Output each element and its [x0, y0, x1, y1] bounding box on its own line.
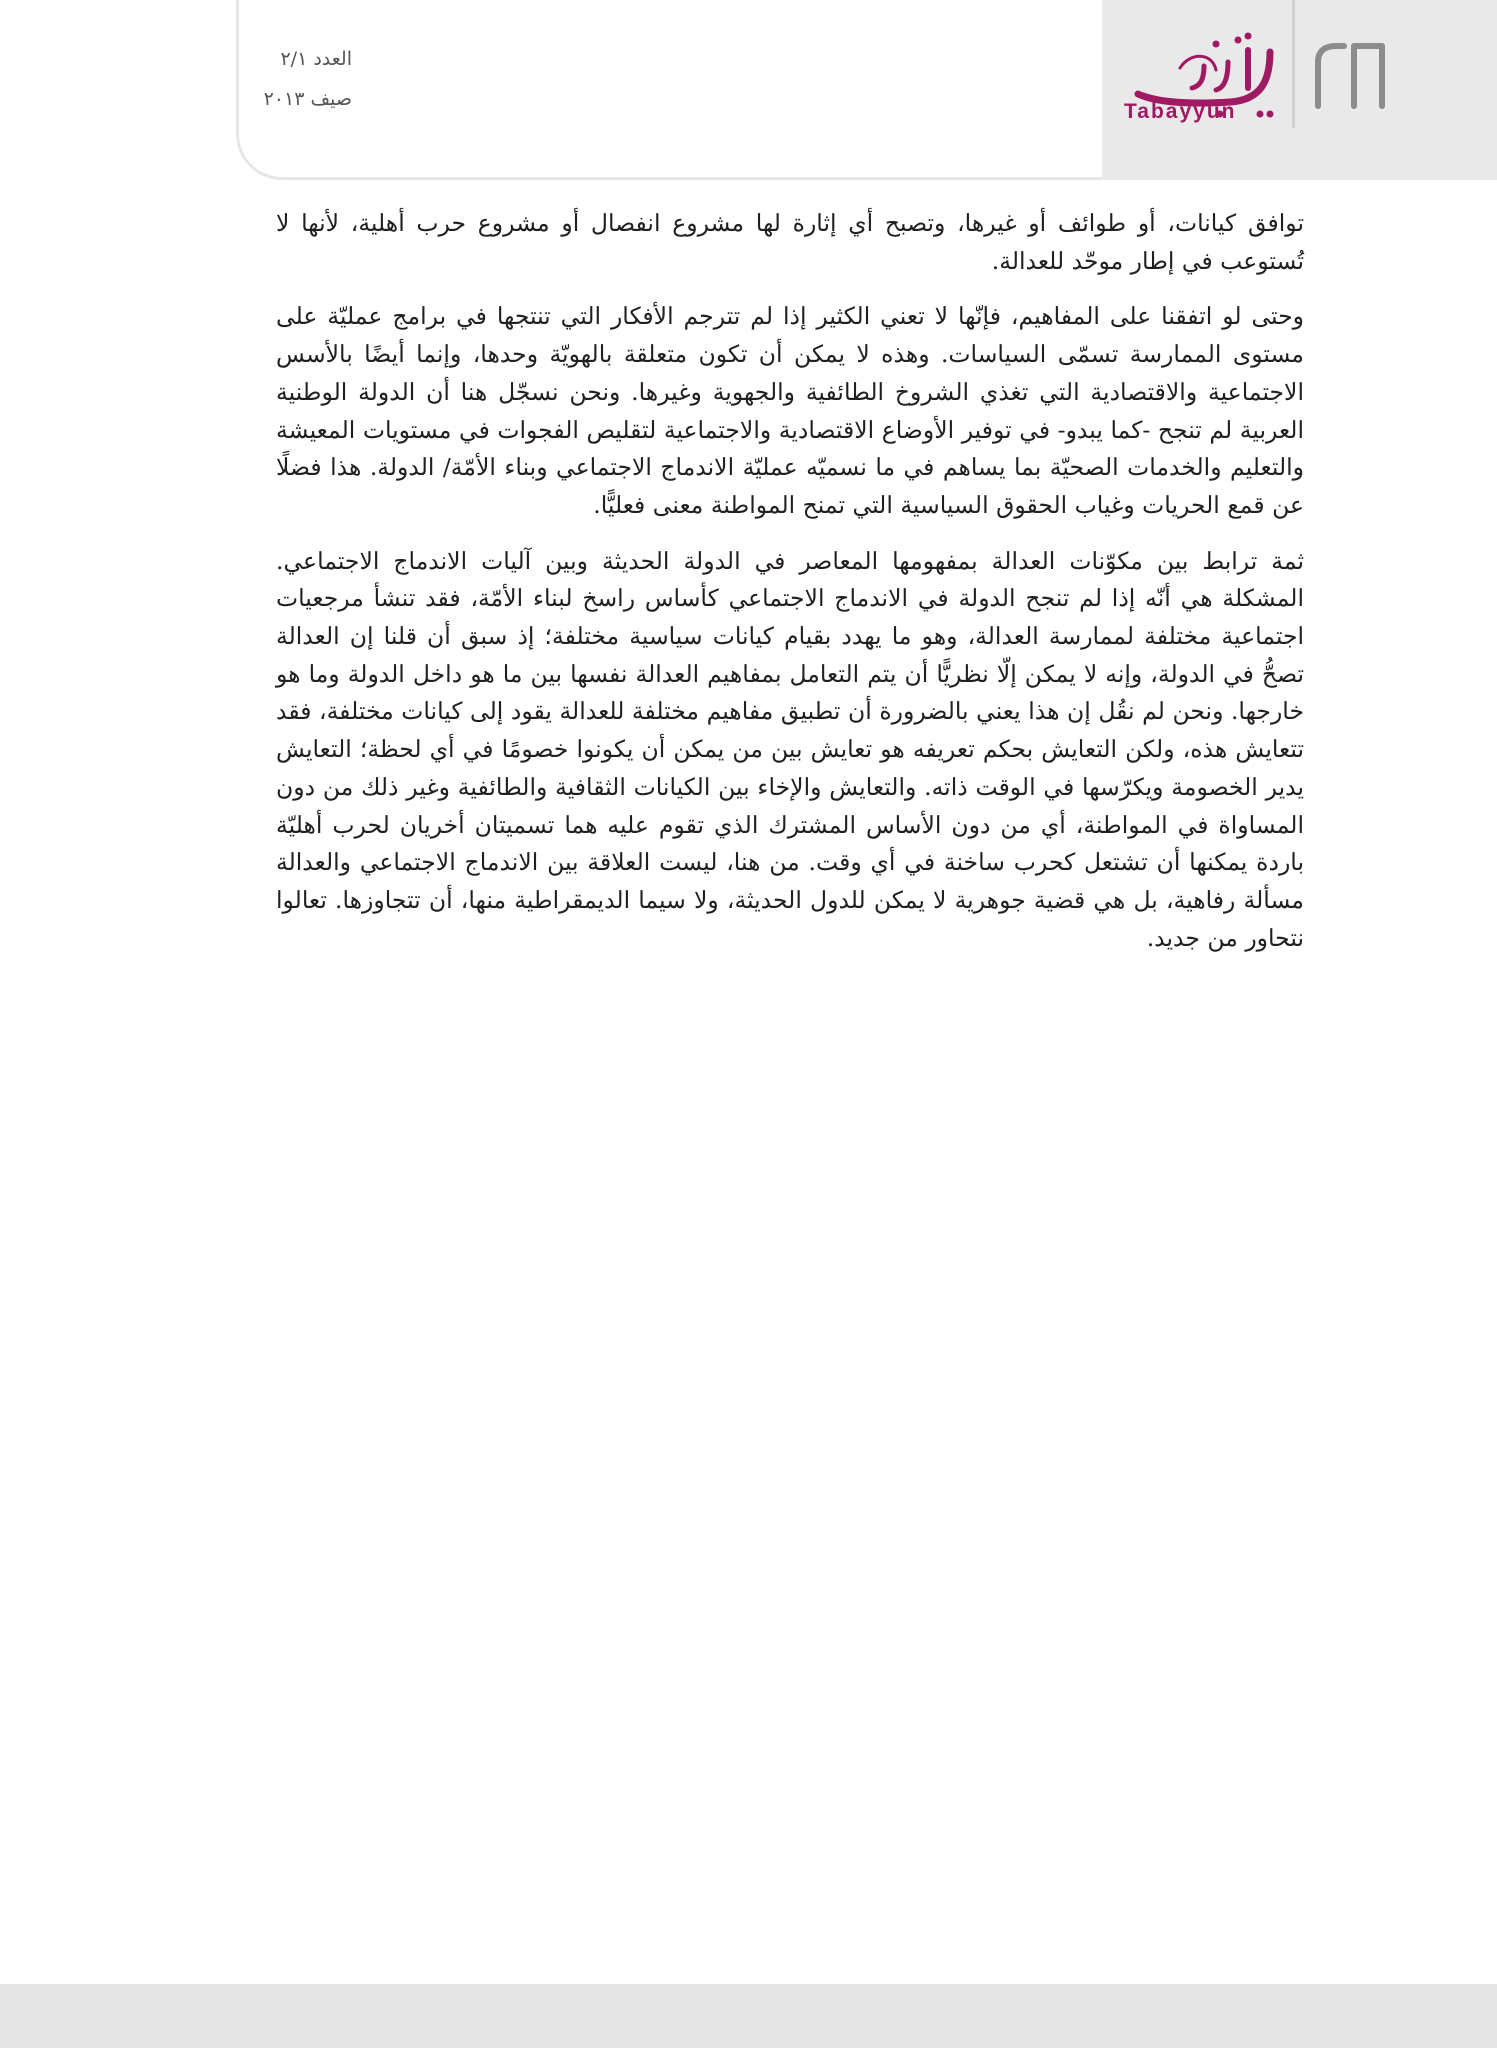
issue-number: العدد ٢/١	[280, 48, 352, 70]
issue-season: صيف ٢٠١٣	[263, 88, 352, 110]
paragraph: وحتى لو اتفقنا على المفاهيم، فإنّها لا تعني الكثير إذا لم تترجم الأفكار التي تنتجها في برامج عمليّة على مستوى الممارسة تسمّى السياسات. وهذه لا يمكن أن تكون متعلقة بالهويّة وحدها، وإنما أيضًا بالأسس الاجتماعية والاقتصادية التي تغذي الشروخ الطائفية والجهوية وغيرها. ونحن نسجّل هنا أن الدولة الوطنية العربية لم تنجح -كما يبدو- في توفير الأوضاع الاقتصادية والاجتماعية لتقليص الفجوات في مستويات المعيشة والتعليم والخدمات الصحيّة بما يساهم في ما نسميّه عمليّة الاندماج الاجتماعي وبناء الأمّة/ الدولة. هذا فضلًا عن قمع الحريات وغياب الحقوق السياسية التي تمنح المواطنة معنى فعليًّا.	[276, 302, 1304, 519]
page-footer	[0, 1984, 1497, 2048]
logo-latin-text: Tabayyun	[1124, 100, 1237, 123]
paragraph: ثمة ترابط بين مكوّنات العدالة بمفهومها المعاصر في الدولة الحديثة وبين آليات الاندماج الاجتماعي. المشكلة هي أنّه إذا لم تنجح الدولة في الاندماج الاجتماعي كأساس راسخ لبناء الأمّة، فقد تنشأ مرجعيات اجتماعية مختلفة لممارسة العدالة، وهو ما يهدد بقيام كيانات سياسية مختلفة؛ إذ سبق أن قلنا إن العدالة تصحُّ في الدولة، وإنه لا يمكن إلّا نظريًّا أن يتم التعامل بمفاهيم العدالة نفسها بين ما هو داخل الدولة وما هو خارجها. ونحن لم نقُل إن هذا يعني بالضرورة أن تطبيق مفاهيم مختلفة للعدالة يقود إلى كيانات مختلفة، فقد تتعايش هذه، ولكن التعايش بحكم تعريفه هو تعايش بين من يمكن أن يكونوا خصومًا في أي لحظة؛ التعايش يدير الخصومة ويكرّسها في الوقت ذاته. والتعايش والإخاء بين الكيانات الثقافية والطائفية وغير ذلك من دون المساواة في المواطنة، أي من دون الأساس المشترك الذي تقوم عليه هما تسميتان أخريان لحرب أهليّة باردة يمكنها أن تشتعل كحرب ساخنة في أي وقت. من هنا، ليست العلاقة بين الاندماج الاجتماعي والعدالة مسألة رفاهية، بل هي قضية جوهرية لا يمكن للدول الحديثة، ولا سيما الديمقراطية منها، أن تتجاوزها. تعالوا نتحاور من جديد.	[276, 546, 1304, 952]
header-divider	[1292, 0, 1295, 128]
article-body	[276, 205, 1304, 975]
page-number	[1310, 40, 1390, 110]
paragraph: توافق كيانات، أو طوائف أو غيرها، وتصبح أي إثارة لها مشروع انفصال أو مشروع حرب أهلية، لأنها لا تُستوعب في إطار موحّد للعدالة.	[276, 209, 1304, 275]
